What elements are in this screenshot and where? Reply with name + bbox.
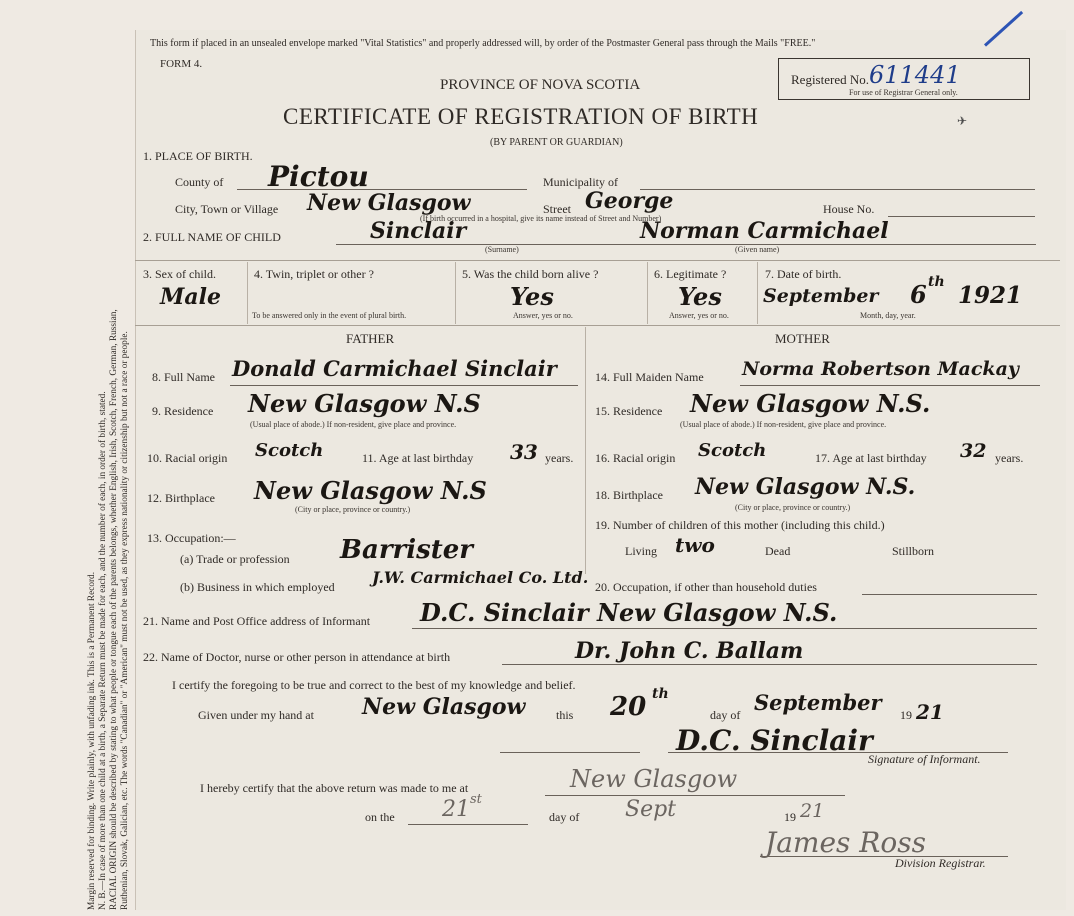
mother-residence: New Glasgow N.S. xyxy=(690,389,931,418)
col-divider-1 xyxy=(247,262,248,324)
hospital-note: (If birth occurred in a hospital, give its name instead of Street and Number) xyxy=(420,214,662,223)
doctor-label: 22. Name of Doctor, nurse or other person in attendance at birth xyxy=(143,650,451,664)
father-residence: New Glasgow N.S xyxy=(248,389,481,418)
father-age: 33 xyxy=(510,440,538,464)
birth-day-suffix: th xyxy=(928,274,945,290)
county-label: County of xyxy=(175,175,224,189)
father-business: J.W. Carmichael Co. Ltd. xyxy=(372,568,589,587)
born-alive-value: Yes xyxy=(510,282,554,311)
father-birthplace-note: (City or place, province or country.) xyxy=(295,505,411,514)
registration-box xyxy=(778,58,1030,100)
street-label: Street xyxy=(543,202,571,216)
street-value: George xyxy=(585,188,674,214)
certify-day-suffix: th xyxy=(652,686,669,702)
trade-label: (a) Trade or profession xyxy=(180,552,290,566)
registrar-day-line xyxy=(408,824,528,825)
mother-occupation-label: 20. Occupation, if other than household duties xyxy=(595,580,817,594)
row-divider xyxy=(135,260,1060,261)
municipality-label: Municipality of xyxy=(543,175,618,189)
father-birthplace: New Glasgow N.S xyxy=(254,476,487,505)
postal-notice: This form if placed in an unsealed envelope marked "Vital Statistics" and properly addressed will, by order of the Postmaster General pass through the Mails "FREE." xyxy=(150,38,816,49)
row-divider-2 xyxy=(135,325,1060,326)
surname-caption: (Surname) xyxy=(485,245,519,254)
col-divider-3 xyxy=(647,262,648,324)
certify-year-prefix: 19 xyxy=(900,708,912,722)
house-number-label: House No. xyxy=(823,202,875,216)
certificate-subtitle: (BY PARENT OR GUARDIAN) xyxy=(490,137,623,148)
certify-place: New Glasgow xyxy=(362,694,526,720)
date-note: Month, day, year. xyxy=(860,311,916,320)
father-age-unit: years. xyxy=(545,451,574,465)
blank-signature-line xyxy=(500,752,640,753)
registrar-certify-text: I hereby certify that the above return was made to me at xyxy=(200,781,469,795)
mother-age: 32 xyxy=(960,440,987,462)
mother-residence-note: (Usual place of abode.) If non-resident, give place and province. xyxy=(680,420,887,429)
registrar-day-suffix: st xyxy=(470,792,482,807)
given-under-label: Given under my hand at xyxy=(198,708,314,722)
registrar-day-of-label: day of xyxy=(549,810,580,824)
registrar-month: Sept xyxy=(625,797,677,822)
mother-age-label: 17. Age at last birthday xyxy=(815,451,927,465)
father-name-line xyxy=(230,385,578,386)
margin-note-binding: Margin reserved for binding. Write plainly, with unfading ink. This is a Permanent Record. xyxy=(87,571,97,910)
living-label: Living xyxy=(625,544,657,558)
col-divider-2 xyxy=(455,262,456,324)
form-number: FORM 4. xyxy=(160,58,203,70)
mother-birthplace-label: 18. Birthplace xyxy=(595,488,663,502)
mother-birthplace-note: (City or place, province or country.) xyxy=(735,503,851,512)
informant-signature: D.C. Sinclair xyxy=(676,724,873,757)
informant-line xyxy=(412,628,1037,629)
mother-heading: MOTHER xyxy=(775,331,830,346)
father-race-label: 10. Racial origin xyxy=(147,451,228,465)
father-birthplace-label: 12. Birthplace xyxy=(147,491,215,505)
sex-label: 3. Sex of child. xyxy=(143,267,216,281)
certify-month: September xyxy=(754,690,882,715)
day-of-label: day of xyxy=(710,708,741,722)
informant-value: D.C. Sinclair New Glasgow N.S. xyxy=(420,598,838,627)
doctor-line xyxy=(502,664,1037,665)
father-residence-label: 9. Residence xyxy=(152,404,214,418)
occupation-label: 13. Occupation:— xyxy=(147,531,236,545)
parent-divider xyxy=(585,327,586,574)
informant-label: 21. Name and Post Office address of Informant xyxy=(143,614,371,628)
father-heading: FATHER xyxy=(346,331,395,346)
date-of-birth-label: 7. Date of birth. xyxy=(765,267,842,281)
birth-year: 1921 xyxy=(958,282,1023,309)
legitimate-value: Yes xyxy=(678,282,722,311)
father-name: Donald Carmichael Sinclair xyxy=(232,356,557,381)
margin-note-racial: RACIAL ORIGIN should be described by stating to what people or tongue each of the parents belongs, whether English, Irish, Scotch, French, German, Russian, xyxy=(109,309,119,910)
province-heading: PROVINCE OF NOVA SCOTIA xyxy=(440,77,641,93)
registrar-signature: James Ross xyxy=(765,826,926,859)
child-surname: Sinclair xyxy=(370,218,467,244)
city-label: City, Town or Village xyxy=(175,202,279,216)
certificate-title: CERTIFICATE OF REGISTRATION OF BIRTH xyxy=(283,104,759,129)
child-name-line xyxy=(336,244,1036,245)
mother-birthplace: New Glasgow N.S. xyxy=(695,474,916,500)
mother-race: Scotch xyxy=(698,440,767,461)
county-value: Pictou xyxy=(268,160,369,193)
municipality-line xyxy=(640,189,1035,190)
sex-value: Male xyxy=(160,284,221,310)
legitimate-label: 6. Legitimate ? xyxy=(654,267,727,281)
place-of-birth-label: 1. PLACE OF BIRTH. xyxy=(143,149,253,163)
dead-label: Dead xyxy=(765,544,791,558)
this-label: this xyxy=(556,708,574,722)
informant-signature-caption: Signature of Informant. xyxy=(868,752,981,766)
certify-year: 21 xyxy=(916,700,944,724)
birth-month: September xyxy=(763,285,879,307)
registrar-note: For use of Registrar General only. xyxy=(849,88,958,97)
stillborn-label: Stillborn xyxy=(892,544,935,558)
mother-name-label: 14. Full Maiden Name xyxy=(595,370,704,384)
registered-number: 611441 xyxy=(869,61,961,89)
father-trade: Barrister xyxy=(340,535,473,565)
father-residence-note: (Usual place of abode.) If non-resident, give place and province. xyxy=(250,420,457,429)
on-the-label: on the xyxy=(365,810,395,824)
child-name-label: 2. FULL NAME OF CHILD xyxy=(143,230,281,244)
twin-note: To be answered only in the event of plural birth. xyxy=(252,311,407,320)
registrar-place: New Glasgow xyxy=(570,765,738,793)
registered-label: Registered No. xyxy=(791,72,869,87)
legitimate-note: Answer, yes or no. xyxy=(669,311,729,320)
mother-race-label: 16. Racial origin xyxy=(595,451,676,465)
certify-text: I certify the foregoing to be true and correct to the best of my knowledge and belief. xyxy=(172,678,576,692)
twin-label: 4. Twin, triplet or other ? xyxy=(254,267,374,281)
margin-note-nb: N. B.—In case of more than one child at a birth, a Separate Return must be made for each, and the number of each, in order of birth, stated. xyxy=(98,391,108,910)
margin-note-racial-cont: Ruthenian, Slovak, Galician, etc. The words "Canadian" or "American" must not be used, as they express nationality or citizenship but not a race or people. xyxy=(120,331,130,910)
house-line xyxy=(888,216,1035,217)
children-count-label: 19. Number of children of this mother (including this child.) xyxy=(595,518,885,532)
father-age-label: 11. Age at last birthday xyxy=(362,451,474,465)
registrar-caption: Division Registrar. xyxy=(895,856,986,870)
registrar-place-line xyxy=(545,795,845,796)
stamp-mark: ✈ xyxy=(957,114,968,128)
mother-occupation-line xyxy=(862,594,1037,595)
registrar-day: 21 xyxy=(442,797,470,822)
mother-name: Norma Robertson Mackay xyxy=(742,358,1019,380)
father-race: Scotch xyxy=(255,440,324,461)
born-alive-note: Answer, yes or no. xyxy=(513,311,573,320)
city-value: New Glasgow xyxy=(307,190,471,216)
father-name-label: 8. Full Name xyxy=(152,370,215,384)
doctor-value: Dr. John C. Ballam xyxy=(575,638,804,664)
born-alive-label: 5. Was the child born alive ? xyxy=(462,267,599,281)
registrar-year-prefix: 19 xyxy=(784,810,796,824)
mother-age-unit: years. xyxy=(995,451,1024,465)
col-divider-4 xyxy=(757,262,758,324)
mother-name-line xyxy=(740,385,1040,386)
given-name-caption: (Given name) xyxy=(735,245,780,254)
child-given-name: Norman Carmichael xyxy=(640,218,889,244)
certify-day: 20 xyxy=(610,692,647,722)
birth-day: 6 xyxy=(910,280,927,309)
mother-residence-label: 15. Residence xyxy=(595,404,663,418)
business-label: (b) Business in which employed xyxy=(180,580,335,594)
living-count: two xyxy=(675,533,715,557)
registrar-year: 21 xyxy=(800,800,825,822)
